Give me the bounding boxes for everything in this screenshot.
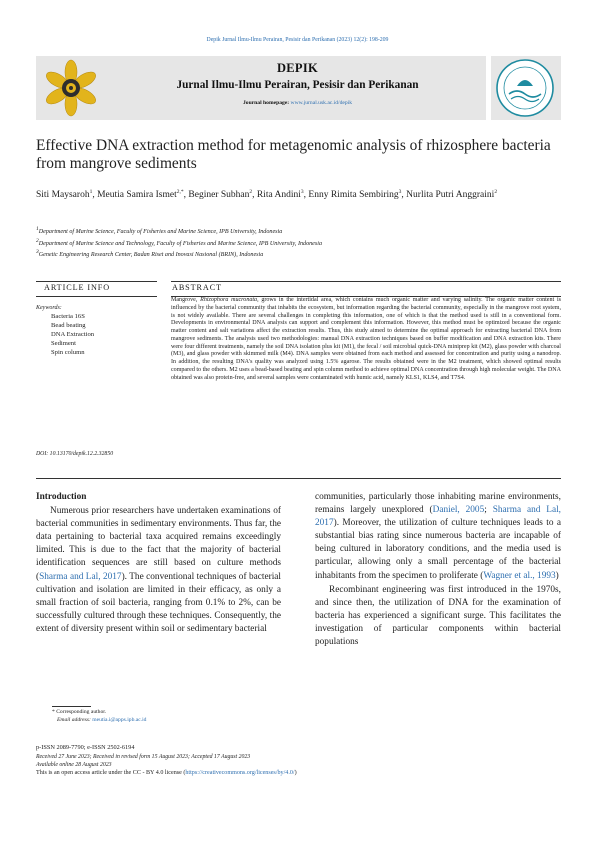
citation-link[interactable]: Wagner et al., 1993 xyxy=(483,570,556,581)
issn: p-ISSN 2089-7790; e-ISSN 2502-6194 xyxy=(36,744,135,751)
email-link[interactable]: meutia.i@apps.ipb.ac.id xyxy=(92,717,147,723)
abstract-rule-top xyxy=(171,281,561,282)
journal-name: DEPIK xyxy=(276,61,319,75)
keyword: DNA Extraction xyxy=(51,330,95,338)
citation-link[interactable]: Daniel, 2005 xyxy=(432,505,485,516)
author: Siti Maysaroh xyxy=(36,190,90,201)
paragraph: Recombinant engineering was first introduced in the 1970s, and since then, the utilization of DNA for the examination of bacteria has experienced a significant surge. This facilitates the investigation of particular components within bacterial populations xyxy=(315,584,561,648)
footnote-rule xyxy=(52,706,91,707)
author-list: Siti Maysaroh$^1$, Meutia Samira Ismet$^{2,*}$, Beginer Subhan$^2$, Rita Andini$^3$, Enny Rimita Sembiring$^3$, Nurlita Putri Anggraini$^2$ xyxy=(36,189,498,201)
affiliation: $^1$Department of Marine Science, Faculty of Fisheries and Marine Science, IPB University, Indonesia xyxy=(36,226,283,236)
author: Enny Rimita Sembiring xyxy=(308,190,399,201)
paragraph: communities, particularly those inhabiting marine environments, remains largely unexplored (Daniel, 2005; Sharma and Lal, 2017). Moreover, the utilization of culture techniques leads to a substantial bias rating since numerous bacteria are incapable of being cultured in laboratory conditions, and the media used is particular, allowing only a small percentage of the bacterial inhabitants from the specimen to proliferate (Wagner et al., 1993) xyxy=(315,492,561,581)
article-info-rule xyxy=(36,296,157,297)
species-name: Rhizophora mucronata xyxy=(200,297,258,303)
license-link[interactable]: https://creativecommons.org/licenses/by/4.0/ xyxy=(185,770,295,776)
affiliation: $^3$Genetic Engineering Research Center, Badan Riset and Inovasi Nasional (BRIN), Indonesia xyxy=(36,249,264,259)
article-info-heading: ARTICLE INFO xyxy=(44,283,111,292)
email-line: Email address: meutia.i@apps.ipb.ac.id xyxy=(57,717,147,723)
author: Rita Andini xyxy=(256,190,301,201)
body-column-right xyxy=(315,491,561,649)
license-line: This is an open access article under the CC - BY 4.0 license (https://creativecommons.org/licenses/by/4.0/) xyxy=(36,770,297,776)
journal-subtitle: Jurnal Ilmu-Ilmu Perairan, Pesisir dan Perikanan xyxy=(176,79,419,91)
paragraph: Numerous prior researchers have undertaken examinations of bacterial communities in sedimentary environments. Thus far, the data pertaining to bacterial taxa acquired remains exceedingly limited. This is due to the fact that the majority of bacterial identification sequences are still based on culture methods (Sharma and Lal, 2017). The conventional techniques of bacterial cultivation and isolation are limited in their efficacy, as only a small fraction of soil bacteria, ranging from 0.1% to 2%, can be successfully cultured through these techniques. Consequently, the extent of diversity present within soil or sedimentary bacterial xyxy=(36,506,281,634)
journal-logo-icon xyxy=(495,58,555,118)
keyword: Spin column xyxy=(51,348,85,356)
citation-link[interactable]: Sharma and Lal, 2017 xyxy=(315,505,561,529)
homepage-link[interactable]: www.jurnal.usk.ac.id/depik xyxy=(290,100,353,106)
abstract-text: Mangrove, Rhizophora mucronata, grows in the intertidal area, which contains much organic matter and varying salinity. The organic matter content is influenced by the bacterial community that inhabits the ecosystem, but information regarding the bacterial community, especially in the mangrove root system, is not widely available. There are several challenges in completing this information, one of which is that the method used is still in a conventional form. Developments in environmental DNA analysis can support and complement this information. However, this method must be optimized because the organic matter content and salt variations affect the extraction results. Thus, this study aimed to determine the optimal approach for extracting bacterial DNA from mangrove sediments. The analysis used two methodologies: manual DNA extraction techniques based on buffer modification and DNA extraction kits. There were four different treatments, namely the soil DNA isolation plus kit (M1), the fecal / soil microbial quick-DNA miniprep kit (M2), glass powder with charcoal (M3), and glass powder with skimmed milk (M4). DNA samples were obtained from each method and assessed for concentration and purity using a nanodrop. In addition, the resulting DNA's quality was analyzed using 1.5% agarose. The results obtained were in the M2 treatment, which showed optimal results compared to the others. M2 uses a bead-based beating and spin column method to achieve optimal DNA concentration through high molecular weight. The DNA obtained was also protein-free, and several samples were contaminated with humic acid, namely KLS1, KLS4, and T7S4. xyxy=(171,297,561,381)
keyword: Sediment xyxy=(51,339,76,347)
citation-link[interactable]: Sharma and Lal, 2017 xyxy=(39,571,122,582)
article-title: Effective DNA extraction method for metagenomic analysis of rhizosphere bacteria from mangrove sediments xyxy=(36,137,551,172)
author: Meutia Samira Ismet xyxy=(97,190,177,201)
body-divider xyxy=(36,478,561,479)
keyword: Bacteria 16S xyxy=(51,313,85,320)
article-info-rule-top xyxy=(36,281,157,282)
author: Nurlita Putri Anggraini xyxy=(406,190,495,201)
intro-heading: Introduction xyxy=(36,492,87,502)
available-online: Available online 28 August 2023 xyxy=(36,762,112,768)
keyword: Bead beating xyxy=(51,321,86,329)
affiliation: $^2$Department of Marine Science and Technology, Faculty of Fisheries and Marine Science, IPB University, Indonesia xyxy=(36,238,322,248)
doi[interactable]: DOI: 10.13170/depik.12.2.32850 xyxy=(36,451,114,457)
corresponding-author: * Corresponding author. xyxy=(52,709,107,715)
keyword-list xyxy=(51,313,94,358)
keywords-label: Keywords: xyxy=(36,305,62,311)
body-column-left xyxy=(36,491,281,636)
homepage-label: Journal homepage: xyxy=(242,100,290,106)
author: Beginer Subhan xyxy=(188,190,250,201)
abstract-heading: ABSTRACT xyxy=(172,283,222,292)
received-dates: Received 27 June 2023; Received in revised form 15 August 2023; Accepted 17 August 2023 xyxy=(36,754,251,760)
running-head: Depik Jurnal Ilmu-Ilmu Perairan, Pesisir dan Perikanan (2023) 12(2): 198-209 xyxy=(206,37,389,43)
